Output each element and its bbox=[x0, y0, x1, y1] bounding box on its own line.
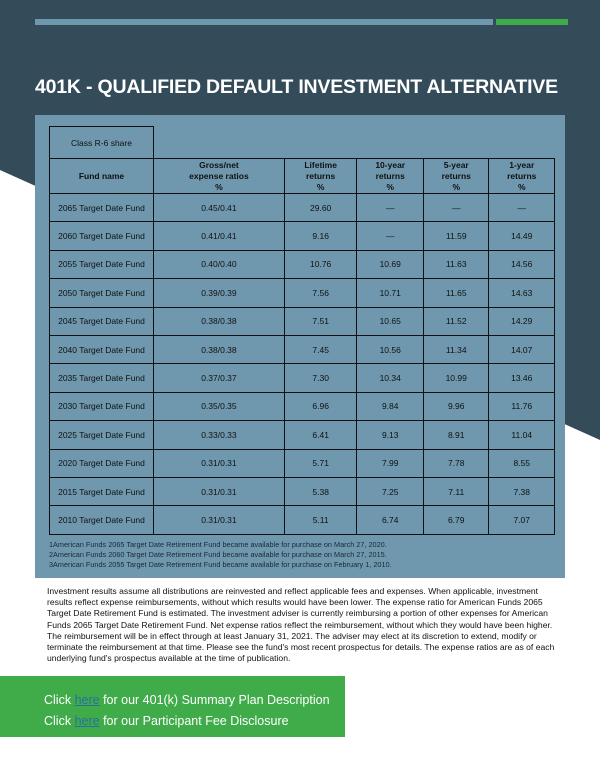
footnotes bbox=[49, 540, 392, 570]
summary-plan-link[interactable]: here bbox=[74, 693, 100, 707]
column-header-line: Gross/net bbox=[199, 159, 239, 170]
value-cell: — bbox=[423, 194, 488, 222]
column-header bbox=[284, 159, 357, 194]
value-cell: 13.46 bbox=[489, 364, 555, 392]
column-header-line: returns bbox=[507, 170, 537, 181]
fee-disclosure-line: Click here for our Participant Fee Disclosure bbox=[44, 714, 289, 728]
column-header-line: Fund name bbox=[78, 170, 125, 181]
value-cell: 7.45 bbox=[284, 335, 357, 363]
column-header-line: 10-year bbox=[375, 159, 406, 170]
value-cell: 5.71 bbox=[284, 449, 357, 477]
value-cell: 0.33/0.33 bbox=[154, 421, 285, 449]
column-header bbox=[357, 159, 424, 194]
value-cell: 0.45/0.41 bbox=[154, 194, 285, 222]
share-class-label: Class R-6 share bbox=[49, 126, 154, 159]
returns-panel bbox=[35, 115, 565, 578]
column-header-line: 1-year bbox=[509, 159, 535, 170]
value-cell: 11.63 bbox=[423, 250, 488, 278]
value-cell: 8.55 bbox=[489, 449, 555, 477]
column-header-line: % bbox=[452, 181, 460, 192]
value-cell: 14.29 bbox=[489, 307, 555, 335]
value-cell: 7.38 bbox=[489, 477, 555, 505]
table-row bbox=[50, 194, 555, 222]
fund-name-cell: 2060 Target Date Fund bbox=[50, 222, 154, 250]
value-cell: 6.41 bbox=[284, 421, 357, 449]
value-cell: 6.96 bbox=[284, 392, 357, 420]
table-row bbox=[50, 477, 555, 505]
column-header bbox=[50, 159, 154, 194]
fund-name-cell: 2055 Target Date Fund bbox=[50, 250, 154, 278]
footnote: 1American Funds 2065 Target Date Retirement Fund became available for purchase on March 27, 2020. bbox=[49, 540, 387, 549]
value-cell: 10.76 bbox=[284, 250, 357, 278]
value-cell: 9.16 bbox=[284, 222, 357, 250]
footnote: 3American Funds 2055 Target Date Retirement Fund became available for purchase on February 1, 2010. bbox=[49, 560, 392, 569]
links-box bbox=[0, 676, 345, 737]
value-cell: 0.38/0.38 bbox=[154, 307, 285, 335]
column-header-line: returns bbox=[306, 170, 336, 181]
value-cell: 0.31/0.31 bbox=[154, 506, 285, 534]
value-cell: — bbox=[489, 194, 555, 222]
value-cell: 6.79 bbox=[423, 506, 488, 534]
value-cell: 0.37/0.37 bbox=[154, 364, 285, 392]
value-cell: — bbox=[357, 222, 424, 250]
table-row bbox=[50, 335, 555, 363]
value-cell: 0.40/0.40 bbox=[154, 250, 285, 278]
column-header bbox=[489, 159, 555, 194]
fund-name-cell: 2030 Target Date Fund bbox=[50, 392, 154, 420]
fund-name-cell: 2040 Target Date Fund bbox=[50, 335, 154, 363]
value-cell: 10.65 bbox=[357, 307, 424, 335]
value-cell: 10.69 bbox=[357, 250, 424, 278]
value-cell: — bbox=[357, 194, 424, 222]
value-cell: 29.60 bbox=[284, 194, 357, 222]
value-cell: 14.49 bbox=[489, 222, 555, 250]
table-row bbox=[50, 392, 555, 420]
value-cell: 0.38/0.38 bbox=[154, 335, 285, 363]
fund-name-cell: 2015 Target Date Fund bbox=[50, 477, 154, 505]
table-row bbox=[50, 506, 555, 534]
table-row bbox=[50, 421, 555, 449]
page-title: 401K - QUALIFIED DEFAULT INVESTMENT ALTERNATIVE bbox=[35, 76, 558, 98]
table-row bbox=[50, 449, 555, 477]
column-header-line: % bbox=[517, 181, 526, 192]
value-cell: 14.56 bbox=[489, 250, 555, 278]
value-cell: 0.39/0.39 bbox=[154, 279, 285, 307]
value-cell: 0.35/0.35 bbox=[154, 392, 285, 420]
table-row bbox=[50, 250, 555, 278]
header-bar-green bbox=[496, 19, 568, 25]
value-cell: 6.74 bbox=[357, 506, 424, 534]
value-cell: 10.34 bbox=[357, 364, 424, 392]
value-cell: 0.41/0.41 bbox=[154, 222, 285, 250]
table-row bbox=[50, 364, 555, 392]
fund-name-cell: 2045 Target Date Fund bbox=[50, 307, 154, 335]
value-cell: 10.99 bbox=[423, 364, 488, 392]
returns-table bbox=[49, 158, 555, 535]
column-header-line: % bbox=[316, 181, 325, 192]
value-cell: 7.56 bbox=[284, 279, 357, 307]
fund-name-cell: 2020 Target Date Fund bbox=[50, 449, 154, 477]
fund-name-cell: 2025 Target Date Fund bbox=[50, 421, 154, 449]
value-cell: 8.91 bbox=[423, 421, 488, 449]
value-cell: 5.11 bbox=[284, 506, 357, 534]
fund-name-cell: 2035 Target Date Fund bbox=[50, 364, 154, 392]
value-cell: 7.25 bbox=[357, 477, 424, 505]
value-cell: 5.38 bbox=[284, 477, 357, 505]
table-row bbox=[50, 279, 555, 307]
value-cell: 0.31/0.31 bbox=[154, 449, 285, 477]
column-header bbox=[154, 159, 285, 194]
value-cell: 11.04 bbox=[489, 421, 555, 449]
value-cell: 9.13 bbox=[357, 421, 424, 449]
summary-plan-line: Click here for our 401(k) Summary Plan Description bbox=[44, 693, 330, 707]
column-header-line: % bbox=[386, 181, 394, 192]
value-cell: 14.07 bbox=[489, 335, 555, 363]
value-cell: 7.07 bbox=[489, 506, 555, 534]
column-header-line: expense ratios bbox=[189, 170, 249, 181]
value-cell: 9.84 bbox=[357, 392, 424, 420]
fee-disclosure-link[interactable]: here bbox=[74, 714, 100, 728]
column-header-line: returns bbox=[441, 170, 471, 181]
value-cell: 11.76 bbox=[489, 392, 555, 420]
column-header-line: Lifetime bbox=[304, 159, 337, 170]
value-cell: 7.99 bbox=[357, 449, 424, 477]
fund-name-cell: 2010 Target Date Fund bbox=[50, 506, 154, 534]
column-header bbox=[423, 159, 488, 194]
value-cell: 14.63 bbox=[489, 279, 555, 307]
table-row bbox=[50, 222, 555, 250]
value-cell: 10.71 bbox=[357, 279, 424, 307]
value-cell: 11.34 bbox=[423, 335, 488, 363]
value-cell: 11.65 bbox=[423, 279, 488, 307]
fund-name-cell: 2065 Target Date Fund bbox=[50, 194, 154, 222]
disclosure-text: Investment results assume all distributions are reinvested and reflect applicable fees and expenses. When applicable, investment results reflect expense reimbursements, without which results would have been lower. The expense ratio for American Funds 2065 Target Date Retirement Fund is estimated. The investment adviser is currently reimbursing a portion of other expenses for American Funds 2065 Target Date Retirement Fund. Net expense ratios reflect the reimbursement, without which they would have been higher. The reimbursement will be in effect through at least January 31, 2021. The adviser may elect at its discretion to extend, modify or terminate the reimbursement at that time. Please see the fund's most recent prospectus for details. The expense ratios are as of each underlying fund's prospectus available at the time of publication. bbox=[47, 586, 555, 664]
value-cell: 9.96 bbox=[423, 392, 488, 420]
footnote: 2American Funds 2060 Target Date Retirement Fund became available for purchase on March 27, 2015. bbox=[49, 550, 387, 559]
value-cell: 10.56 bbox=[357, 335, 424, 363]
table-header-row bbox=[50, 159, 555, 194]
column-header-line: returns bbox=[375, 170, 405, 181]
header-bar-blue bbox=[35, 19, 493, 25]
value-cell: 11.52 bbox=[423, 307, 488, 335]
value-cell: 7.11 bbox=[423, 477, 488, 505]
column-header-line: 5-year bbox=[443, 159, 469, 170]
column-header-line: % bbox=[215, 181, 223, 192]
table-row bbox=[50, 307, 555, 335]
value-cell: 7.51 bbox=[284, 307, 357, 335]
value-cell: 7.78 bbox=[423, 449, 488, 477]
fund-name-cell: 2050 Target Date Fund bbox=[50, 279, 154, 307]
value-cell: 0.31/0.31 bbox=[154, 477, 285, 505]
value-cell: 11.59 bbox=[423, 222, 488, 250]
value-cell: 7.30 bbox=[284, 364, 357, 392]
